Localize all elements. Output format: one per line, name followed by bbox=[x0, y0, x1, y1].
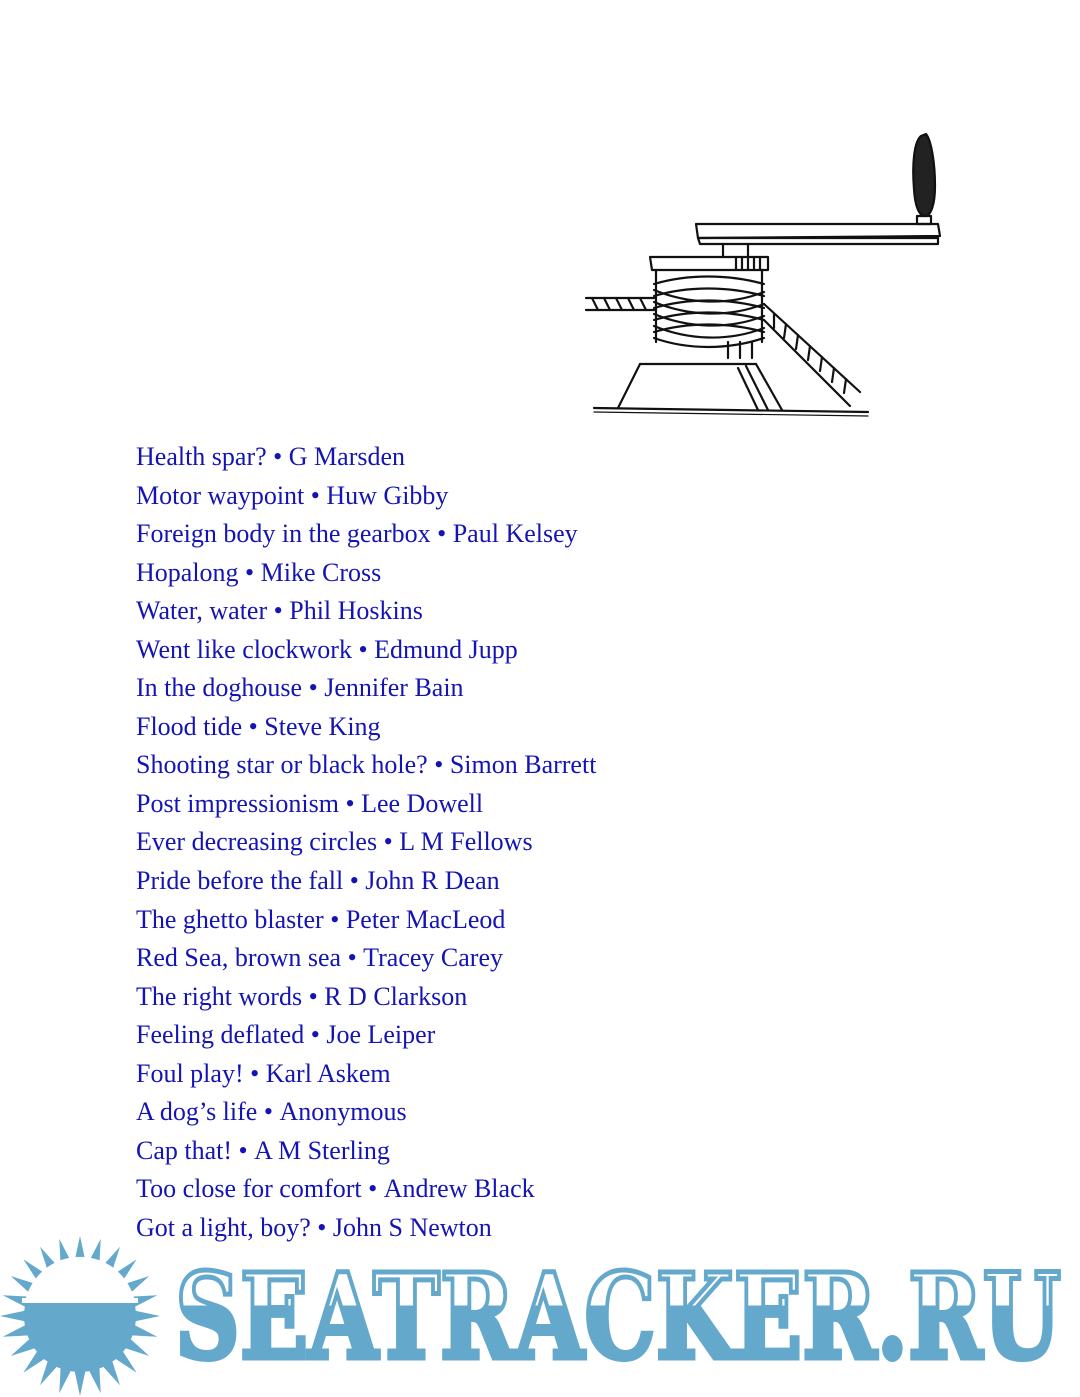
story-title: Went like clockwork bbox=[136, 634, 352, 664]
story-author: Jennifer Bain bbox=[324, 673, 464, 703]
contents-item[interactable] bbox=[136, 515, 596, 554]
contents-link[interactable] bbox=[136, 519, 578, 548]
contents-link[interactable] bbox=[136, 827, 533, 856]
story-title: Got a light, boy? bbox=[136, 1212, 311, 1242]
story-title: The ghetto blaster bbox=[136, 904, 324, 934]
separator: • bbox=[437, 519, 447, 549]
contents-link[interactable] bbox=[136, 1174, 535, 1203]
contents-item[interactable] bbox=[136, 554, 596, 593]
story-author: Joe Leiper bbox=[326, 1020, 436, 1050]
contents-link[interactable] bbox=[136, 866, 500, 895]
story-title: Too close for comfort bbox=[136, 1174, 362, 1204]
separator: • bbox=[310, 1020, 320, 1050]
separator: • bbox=[434, 750, 444, 780]
contents-link[interactable] bbox=[136, 750, 596, 779]
contents-link[interactable] bbox=[136, 943, 503, 972]
separator: • bbox=[345, 788, 355, 818]
separator: • bbox=[317, 1212, 327, 1242]
story-title: The right words bbox=[136, 981, 303, 1011]
contents-item[interactable] bbox=[136, 978, 596, 1017]
contents-link[interactable] bbox=[136, 481, 448, 510]
contents-item[interactable] bbox=[136, 1055, 596, 1094]
separator: • bbox=[347, 943, 357, 973]
separator: • bbox=[245, 557, 255, 587]
contents-item[interactable] bbox=[136, 939, 596, 978]
story-title: Flood tide bbox=[136, 711, 243, 741]
story-author: Lee Dowell bbox=[361, 788, 484, 818]
contents-item[interactable] bbox=[136, 708, 596, 747]
contents-link[interactable] bbox=[136, 1059, 391, 1088]
contents-item[interactable] bbox=[136, 862, 596, 901]
story-author: R D Clarkson bbox=[324, 981, 468, 1011]
separator: • bbox=[330, 904, 340, 934]
contents-list bbox=[136, 438, 596, 1247]
story-title: Cap that! bbox=[136, 1135, 233, 1165]
watermark-text: SEATRACKER.RU bbox=[175, 1262, 1061, 1372]
contents-item[interactable] bbox=[136, 669, 596, 708]
story-title: Red Sea, brown sea bbox=[136, 943, 342, 973]
separator: • bbox=[383, 827, 393, 857]
contents-item[interactable] bbox=[136, 477, 596, 516]
contents-item[interactable] bbox=[136, 1093, 596, 1132]
contents-link[interactable] bbox=[136, 635, 518, 664]
contents-item[interactable] bbox=[136, 746, 596, 785]
story-title: Health spar? bbox=[136, 442, 267, 471]
story-author: Karl Askem bbox=[265, 1058, 391, 1088]
contents-link[interactable] bbox=[136, 1020, 435, 1049]
story-author: Andrew Black bbox=[383, 1174, 535, 1204]
watermark-logo bbox=[172, 1262, 1064, 1372]
story-title: Post impressionism bbox=[136, 788, 339, 818]
winch-icon bbox=[578, 124, 948, 424]
separator: • bbox=[263, 1097, 273, 1127]
contents-link[interactable] bbox=[136, 1097, 407, 1126]
contents-link[interactable] bbox=[136, 596, 423, 625]
story-author: Paul Kelsey bbox=[452, 519, 578, 549]
story-author: Edmund Jupp bbox=[374, 634, 518, 664]
contents-link[interactable] bbox=[136, 789, 483, 818]
separator: • bbox=[349, 866, 359, 896]
story-title: Feeling deflated bbox=[136, 1020, 305, 1050]
contents-link[interactable] bbox=[136, 905, 505, 934]
separator: • bbox=[308, 673, 318, 703]
contents-item[interactable] bbox=[136, 1170, 596, 1209]
story-author: John S Newton bbox=[332, 1212, 492, 1242]
separator: • bbox=[273, 442, 283, 471]
story-author: Steve King bbox=[264, 711, 381, 741]
contents-link[interactable] bbox=[136, 558, 381, 587]
story-author: Huw Gibby bbox=[326, 480, 449, 510]
story-author: Phil Hoskins bbox=[289, 596, 423, 626]
story-title: Hopalong bbox=[136, 557, 239, 587]
contents-item[interactable] bbox=[136, 592, 596, 631]
story-title: Foul play! bbox=[136, 1058, 244, 1088]
separator: • bbox=[308, 981, 318, 1011]
separator: • bbox=[358, 634, 368, 664]
separator: • bbox=[273, 596, 283, 626]
story-title: Shooting star or black hole? bbox=[136, 750, 428, 780]
story-title: Pride before the fall bbox=[136, 866, 344, 896]
contents-item[interactable] bbox=[136, 785, 596, 824]
story-title: In the doghouse bbox=[136, 673, 303, 703]
contents-link[interactable] bbox=[136, 712, 381, 741]
story-title: A dog’s life bbox=[136, 1097, 258, 1127]
story-author: Anonymous bbox=[279, 1097, 407, 1127]
story-author: John R Dean bbox=[365, 866, 500, 896]
story-author: G Marsden bbox=[288, 442, 406, 471]
contents-link[interactable] bbox=[136, 1136, 390, 1165]
story-title: Motor waypoint bbox=[136, 480, 305, 510]
story-title: Foreign body in the gearbox bbox=[136, 519, 431, 549]
separator: • bbox=[310, 480, 320, 510]
separator: • bbox=[248, 711, 258, 741]
separator: • bbox=[368, 1174, 378, 1204]
story-title: Water, water bbox=[136, 596, 268, 626]
separator: • bbox=[238, 1135, 248, 1165]
story-author: A M Sterling bbox=[254, 1135, 390, 1165]
separator: • bbox=[250, 1058, 260, 1088]
story-author: Simon Barrett bbox=[449, 750, 597, 780]
contents-item[interactable] bbox=[136, 631, 596, 670]
contents-item[interactable] bbox=[136, 1132, 596, 1171]
contents-item[interactable] bbox=[136, 901, 596, 940]
story-author: Tracey Carey bbox=[363, 943, 503, 973]
contents-link[interactable] bbox=[136, 982, 467, 1011]
story-author: Peter MacLeod bbox=[345, 904, 506, 934]
story-title: Ever decreasing circles bbox=[136, 827, 378, 857]
contents-item[interactable] bbox=[136, 823, 596, 862]
contents-link[interactable] bbox=[136, 442, 405, 471]
story-author: L M Fellows bbox=[399, 827, 533, 857]
contents-item[interactable] bbox=[136, 438, 596, 477]
contents-item[interactable] bbox=[136, 1016, 596, 1055]
contents-link[interactable] bbox=[136, 673, 464, 702]
story-author: Mike Cross bbox=[260, 557, 382, 587]
